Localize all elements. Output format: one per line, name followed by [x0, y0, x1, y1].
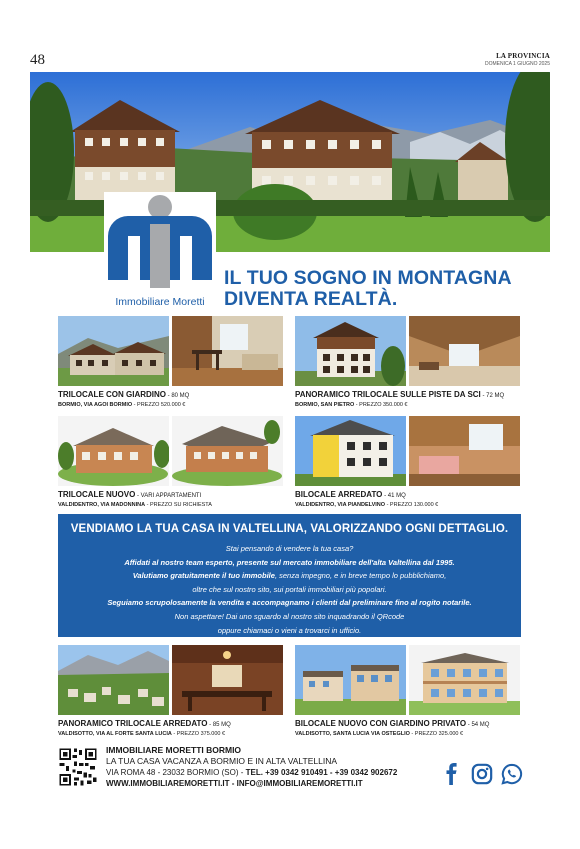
facebook-icon[interactable]: [441, 763, 463, 785]
banner-line: Seguiamo scrupolosamente la vendita e accompagnamo i clienti dal preliminare fino al rogito notarile.: [107, 598, 472, 608]
listing-size: - VARI APPARTAMENTI: [135, 493, 202, 499]
listing-size: - 80 MQ: [166, 393, 190, 399]
headline-line-1: IL TUO SOGNO IN MONTAGNA: [224, 267, 512, 289]
listing-size: - 54 MQ: [466, 722, 490, 728]
listing-size: - 85 MQ: [207, 722, 231, 728]
listing-photo: [295, 645, 406, 715]
page-number: 48: [30, 52, 45, 68]
banner-line: , senza impegno, e in breve tempo lo pubblichiamo,: [274, 571, 447, 581]
listing-address: BORMIO, SAN PIETRO: [295, 402, 355, 408]
whatsapp-icon[interactable]: [501, 763, 523, 785]
listing-size: - 41 MQ: [382, 493, 406, 499]
banner-heading: VENDIAMO LA TUA CASA IN VALTELLINA, VALORIZZANDO OGNI DETTAGLIO.: [70, 523, 509, 535]
agency-tagline: LA TUA CASA VACANZA A BORMIO E IN ALTA VALTELLINA: [106, 756, 338, 766]
listing-title: PANORAMICO TRILOCALE ARREDATO: [58, 719, 208, 728]
agency-web-email[interactable]: WWW.IMMOBILIAREMORETTI.IT - INFO@IMMOBILIAREMORETTI.IT: [106, 779, 363, 788]
listing-address: VALDIDENTRO, VIA MADONNINA: [58, 502, 146, 508]
listing-title: BILOCALE NUOVO CON GIARDINO PRIVATO: [295, 719, 467, 728]
listing-title: TRILOCALE NUOVO: [58, 490, 136, 499]
contact-footer: [58, 745, 523, 789]
listing-price: - PREZZO 130.000 €: [385, 502, 439, 508]
listing-card[interactable]: [295, 416, 521, 509]
masthead-brand: LA PROVINCIA: [496, 52, 550, 60]
listing-photo: [409, 645, 520, 715]
listing-title: PANORAMICO TRILOCALE SULLE PISTE DA SCI: [295, 390, 481, 399]
listing-photo: [172, 416, 283, 486]
listing-price: - PREZZO 325.000 €: [409, 731, 464, 737]
listing-card[interactable]: [295, 645, 521, 738]
brand-logo: [104, 192, 216, 310]
qr-code-icon[interactable]: [58, 747, 98, 787]
banner-line: oltre che sul nostro sito, sui portali immobiliari più popolari.: [192, 584, 387, 594]
listing-title: BILOCALE ARREDATO: [295, 490, 383, 499]
listing-address: VALDISOTTO, VIA AL FORTE SANTA LUCIA: [58, 731, 172, 737]
listing-card[interactable]: [58, 645, 284, 738]
agency-phone[interactable]: TEL. +39 0342 910491 - +39 0342 902672: [245, 768, 398, 777]
brand-name: Immobiliare Moretti: [115, 296, 205, 308]
banner-line: Non aspettare! Dai uno sguardo al nostro sito inquadrando il QRcode: [174, 611, 405, 621]
listing-photo: [295, 416, 406, 486]
agency-address: VIA ROMA 48 - 23032 BORMIO (SO) -: [106, 768, 246, 777]
banner-line: Valutiamo gratuitamente il tuo immobile: [132, 571, 275, 581]
listing-photo: [409, 416, 520, 486]
sell-your-home-banner: [58, 514, 521, 637]
listing-price: - PREZZO SU RICHIESTA: [145, 502, 212, 508]
listing-photo: [172, 316, 283, 386]
listing-size: - 72 MQ: [480, 393, 505, 399]
banner-line: Affidati al nostro team esperto, presente sul mercato immobiliare dell'alta Valtellina dal 1995.: [124, 557, 455, 567]
headline-line-2: DIVENTA REALTÀ.: [224, 288, 398, 310]
listing-card[interactable]: [295, 316, 521, 409]
listing-price: - PREZZO 350.000 €: [354, 402, 408, 408]
listing-photo: [58, 316, 169, 386]
banner-line: Stai pensando di vendere la tua casa?: [225, 544, 354, 553]
listing-address: VALDISOTTO, SANTA LUCIA VIA OSTEGLIO: [295, 731, 410, 737]
listing-photo: [58, 645, 169, 715]
listing-price: - PREZZO 520.000 €: [132, 402, 186, 408]
masthead-date: DOMENICA 1 GIUGNO 2025: [484, 61, 550, 67]
listing-photo: [58, 416, 169, 486]
banner-line: oppure chiamaci o vieni a trovarci in ufficio.: [217, 625, 362, 635]
listing-address: BORMIO, VIA AGOI BORMIO: [58, 402, 133, 408]
listing-photo: [295, 316, 406, 386]
instagram-icon[interactable]: [471, 763, 493, 785]
social-icons: [441, 763, 523, 785]
agency-name: IMMOBILIARE MORETTI BORMIO: [106, 745, 242, 755]
listing-card[interactable]: [58, 416, 284, 509]
listing-photo: [409, 316, 520, 386]
listing-title: TRILOCALE CON GIARDINO: [58, 390, 166, 399]
masthead: [485, 52, 550, 67]
headline: [224, 268, 512, 310]
listing-photo: [172, 645, 283, 715]
listing-address: VALDIDENTRO, VIA PIANDELVINO: [295, 502, 386, 508]
listing-card[interactable]: [58, 316, 284, 409]
listing-price: - PREZZO 375.000 €: [171, 731, 226, 737]
